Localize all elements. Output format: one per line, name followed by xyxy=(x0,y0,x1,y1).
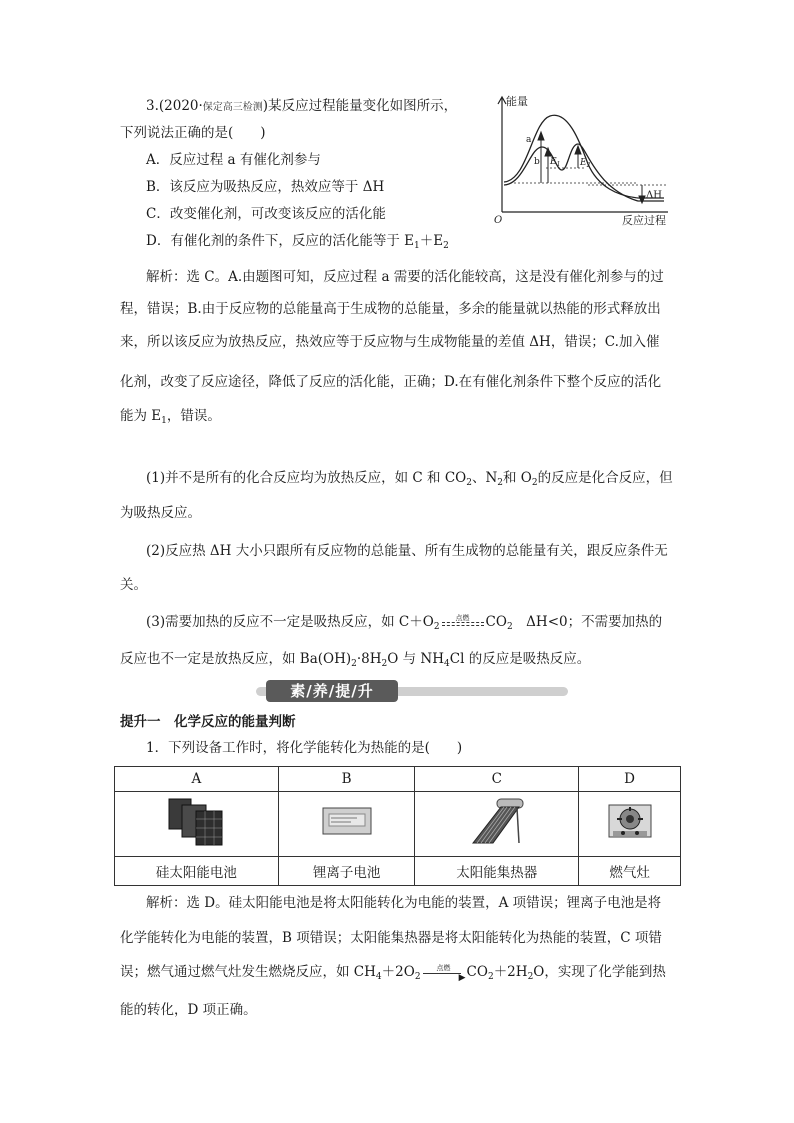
option-c: C．改变催化剂，可改变该反应的活化能 xyxy=(146,206,386,222)
question-stem-line1 xyxy=(146,97,457,117)
answer2-line4: 能的转化，D 项正确。 xyxy=(120,1002,257,1018)
name-b: 锂离子电池 xyxy=(278,857,415,886)
table-image-row xyxy=(115,792,681,857)
table-name-row xyxy=(115,857,681,886)
question-stem-line2: 下列说法正确的是( ) xyxy=(120,125,266,141)
diagram-arrows xyxy=(538,132,645,203)
diagram-markers xyxy=(510,168,668,185)
name-c: 太阳能集热器 xyxy=(415,857,579,886)
banner-title: 素/养/提/升 xyxy=(266,680,398,702)
y-axis-label: 能量 xyxy=(506,95,528,108)
header-a: A xyxy=(115,767,279,792)
answer2-line2: 化学能转化为电能的装置，B 项错误；太阳能集热器是将太阳能转化为热能的装置，C 项错 xyxy=(120,930,662,946)
header-b: B xyxy=(278,767,415,792)
options-table xyxy=(114,766,681,886)
condition-equals-sign: 点燃 xyxy=(440,613,486,631)
name-d: 燃气灶 xyxy=(579,857,681,886)
answer1-line5: 能为 $E_1$，错误。 xyxy=(120,408,221,426)
battery-icon xyxy=(321,804,373,840)
option-d xyxy=(146,232,449,255)
source-note: 保定高三检测 xyxy=(202,102,263,113)
energy-diagram xyxy=(488,92,680,226)
note2-line2: 关。 xyxy=(120,577,147,593)
section-title: 提升一 化学反应的能量判断 xyxy=(120,714,296,730)
e1-label: $E_1$ xyxy=(550,157,561,168)
note2-line1: (2)反应热 ΔH 大小只跟所有反应物的总能量、所有生成物的总能量有关，跟反应条件无 xyxy=(146,543,668,559)
section-banner xyxy=(256,680,568,702)
option-a: A．反应过程 a 有催化剂参与 xyxy=(146,152,321,168)
name-a: 硅太阳能电池 xyxy=(115,857,279,886)
e2-label: $E_2$ xyxy=(580,158,591,169)
question1-stem: 1．下列设备工作时，将化学能转化为热能的是( ) xyxy=(146,740,463,756)
answer1-line2: 程，错误；B.由于反应物的总能量高于生成物的总能量，多余的能量就以热能的形式释放出 xyxy=(120,301,661,317)
curve-a xyxy=(504,115,664,198)
note1-line2: 为吸热反应。 xyxy=(120,505,201,521)
curve-a-label: a xyxy=(526,135,532,145)
origin-label: O xyxy=(494,215,503,226)
header-d: D xyxy=(579,767,681,792)
note3-line2: 反应也不一定是放热反应，如 $Ba(OH)_2\cdot 8H_2O$ 与 $NH_4Cl$ 的反应是吸热反应。 xyxy=(120,651,591,669)
delta-h-label: ΔH xyxy=(646,190,662,201)
table-header-row xyxy=(115,767,681,792)
condition-arrow: 点燃 ▶ xyxy=(421,963,467,981)
answer2-line3: 误；燃气通过燃气灶发生燃烧反应，如 $CH_4+2O_2$ 点燃 ▶ $CO_2+2H_2O$，实现了化学能到热 xyxy=(120,964,666,983)
stem-rest: )某反应过程能量变化如图所示， xyxy=(262,98,458,114)
solar-panel-icon xyxy=(166,795,226,849)
answer1-line3: 来，所以该反应为放热反应，热效应等于反应物与生成物能量的差值 ΔH，错误；C.加入催 xyxy=(120,334,660,350)
gas-stove-icon xyxy=(605,799,655,845)
option-d-sub1: 1 xyxy=(413,241,420,251)
option-d-sub2: 2 xyxy=(443,241,449,251)
option-b: B．该反应为吸热反应，热效应等于 ΔH xyxy=(146,179,385,195)
option-d-plus: ＋E xyxy=(419,233,444,249)
answer1-line4: 化剂，改变了反应途径，降低了反应的活化能，正确；D.在有催化剂条件下整个反应的活化 xyxy=(120,374,662,390)
answer1-line1: 解析：选 C。A.由题图可知，反应过程 a 需要的活化能较高，这是没有催化剂参与的过 xyxy=(146,269,664,285)
header-c: C xyxy=(415,767,579,792)
x-axis-label: 反应过程 xyxy=(622,214,666,226)
note1-line1: (1)并不是所有的化合反应均为放热反应，如 C 和 $CO_2$、$N_2$和 $O_2$的反应是化合反应，但 xyxy=(146,470,673,488)
note3-line1: (3)需要加热的反应不一定是吸热反应，如 $C+O_2$ 点燃 $CO_2$ ΔH<0；不需要加热的 xyxy=(146,614,663,632)
solar-water-heater-icon xyxy=(467,795,527,849)
option-d-text: D．有催化剂的条件下，反应的活化能等于 E xyxy=(146,233,414,249)
answer2-line1: 解析：选 D。硅太阳能电池是将太阳能转化为电能的装置，A 项错误；锂离子电池是将 xyxy=(146,895,662,911)
stem-prefix: 3.(2020· xyxy=(146,98,203,114)
curve-b-label: b xyxy=(534,157,540,167)
